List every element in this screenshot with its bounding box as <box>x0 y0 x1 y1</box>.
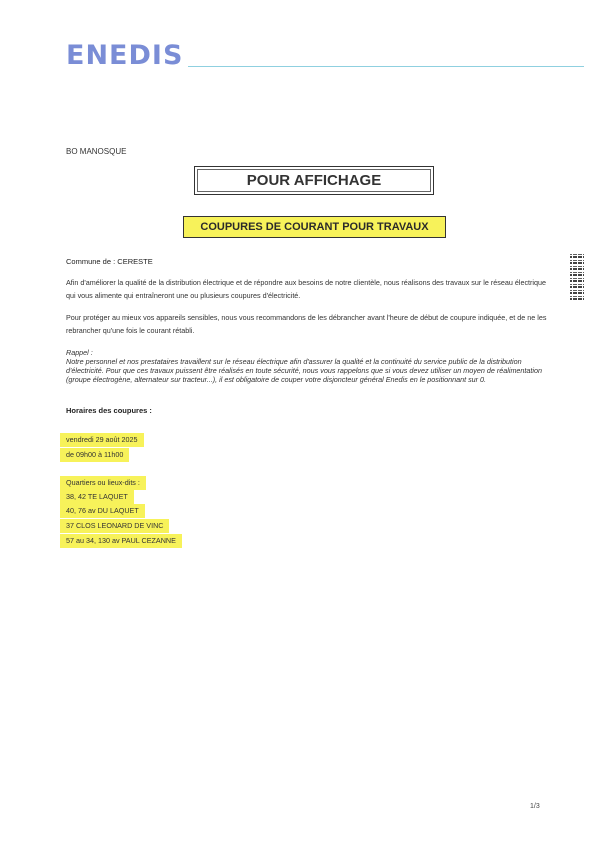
protection-paragraph: Pour protéger au mieux vos appareils sensibles, nous vous recommandons de les débrancher avant l'heure de début de coupure indiquée, et de ne les rebrancher qu'une fois le courant rétabli. <box>66 313 547 335</box>
schedule-time: de 09h00 à 11h00 <box>60 448 129 462</box>
page-number: 1/3 <box>530 803 540 810</box>
place-item: 57 au 34, 130 av PAUL CEZANNE <box>60 534 182 548</box>
reminder-block <box>66 348 552 384</box>
subtitle-banner: COUPURES DE COURANT POUR TRAVAUX <box>183 216 446 238</box>
place-item: 40, 76 av DU LAQUET <box>60 504 145 518</box>
place-item: 37 CLOS LEONARD DE VINC <box>60 519 169 533</box>
agency-label: BO MANOSQUE <box>66 147 127 156</box>
intro-paragraph: Afin d'améliorer la qualité de la distribution électrique et de répondre aux besoins de notre clientèle, nous réalisons des travaux sur le réseau électrique qui vous alimente qui entraîneront une ou plusieurs coupures d'électricité. <box>66 278 547 300</box>
reminder-text: Notre personnel et nos prestataires travaillent sur le réseau électrique afin d'assurer la qualité et la continuité du service public de la distribution d'électricité. Pour que ces travaux puissent être réalisés en toute sécurité, nous vous rappelons que si vous devez utiliser un moyen de réalimentation (groupe électrogène, alternateur sur tracteur...), il est obligatoire de couper votre disjoncteur général Enedis en le positionnant sur 0. <box>66 357 543 384</box>
places-title: Quartiers ou lieux-dits : <box>60 476 146 490</box>
reminder-title: Rappel : <box>66 348 93 357</box>
commune-label: Commune de : CERESTE <box>66 257 153 266</box>
header-divider <box>188 66 584 67</box>
title-box <box>194 166 434 195</box>
page-title: POUR AFFICHAGE <box>197 169 431 192</box>
enedis-logo: ENEDIS <box>66 40 184 71</box>
place-item: 38, 42 TE LAQUET <box>60 490 134 504</box>
schedule-date: vendredi 29 août 2025 <box>60 433 144 447</box>
hours-title: Horaires des coupures : <box>66 406 152 415</box>
qr-code-icon <box>570 254 584 300</box>
